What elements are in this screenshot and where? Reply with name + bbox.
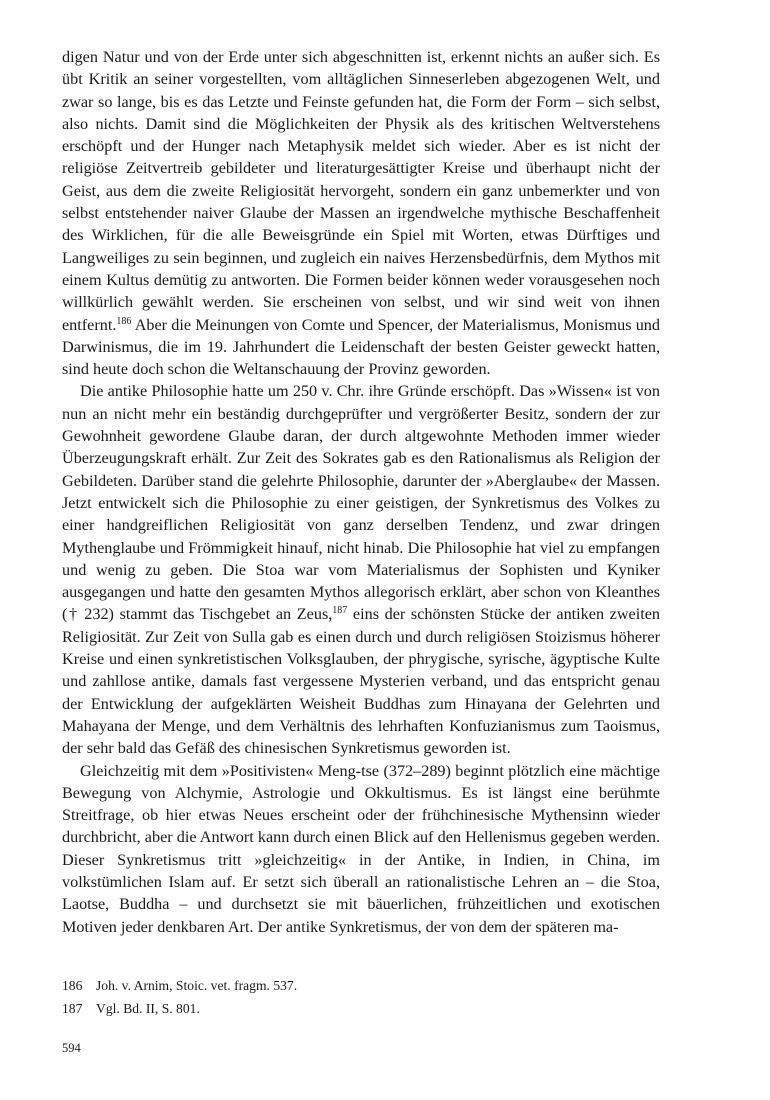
footnote-186: [62, 974, 660, 997]
paragraph-1: [62, 46, 660, 380]
paragraph-2: [62, 380, 660, 759]
footnote-number: 186: [62, 978, 83, 993]
footnote-187: [62, 997, 660, 1020]
footnote-text: Vgl. Bd. II, S. 801.: [96, 1001, 200, 1016]
paragraph-1-text-b: Aber die Meinungen von Comte und Spencer, der Materialismus, Monismus und Darwinismus, die im 19. Jahrhundert die Leidenschaft der besten Geister geweckt hatten, sind heute doch schon die Weltanschauung der Provinz geworden.: [62, 315, 660, 379]
footnotes: [62, 974, 660, 1020]
page-number: 594: [62, 1041, 81, 1055]
paragraph-3-text: Gleichzeitig mit dem »Positivisten« Meng-tse (372–289) beginnt plötzlich eine mächtige Bewegung von Alchymie, Astrologie und Okkultismus. Es ist längst eine berühmte Streitfrage, ob hier etwas Neues erscheint oder der frühchinesische Mythensinn wieder durchbricht, aber die Antwort kann durch einen Blick auf den Hellenismus gegeben werden. Dieser Synkretismus tritt »gleichzeitig« in der Antike, in Indien, in China, im volkstümlichen Islam auf. Er setzt sich überall an rationalistische Lehren an – die Stoa, Laotse, Buddha – und durchsetzt sie mit bäuerlichen, frühzeitlichen und exotischen Motiven jeder denkbaren Art. Der antike Synkretismus, der von dem der späteren ma-: [62, 761, 660, 936]
paragraph-2-text-b: eins der schönsten Stücke der antiken zweiten Religiosität. Zur Zeit von Sulla gab es einen durch und durch religiösen Stoizismus höherer Kreise und einen synkretistischen Volksglauben, der phrygische, syrische, ägyptische Kulte und zahllose antike, damals fast vergessene Mysterien verband, und das entspricht genau der Entwicklung der aufgeklärten Weisheit Buddhas zum Hinayana der Gelehrten und Mahayana der Menge, und dem Verhältnis des lehrhaften Konfuzianismus zum Taoismus, der sehr bald das Gefäß des chinesischen Synkretismus geworden ist.: [62, 605, 660, 758]
footnote-ref-187[interactable]: 187: [332, 605, 348, 617]
footnote-ref-186[interactable]: 186: [116, 315, 132, 327]
paragraph-3: [62, 760, 660, 938]
paragraph-2-text-a: Die antike Philosophie hatte um 250 v. Chr. ihre Gründe erschöpft. Das »Wissen« ist von nun an nicht mehr ein beständig durchgeprüfter und vergrößerter Besitz, sondern der zur Gewohnheit gewordene Glaube daran, der durch altgewohnte Methoden immer wieder Überzeugungskraft erhält. Zur Zeit des Sokrates gab es den Rationalismus als Religion der Gebildeten. Darüber stand die gelehrte Philosophie, darunter der »Aberglaube« der Massen. Jetzt entwickelt sich die Philosophie zu einer geistigen, der Synkretismus des Volkes zu einer handgreiflichen Religiosität von ganz derselben Tendenz, und zwar dringen Mythenglaube und Frömmigkeit hinauf, nicht hinab. Die Philosophie hat viel zu empfangen und wenig zu geben. Die Stoa war vom Materialismus der Sophisten und Kyniker ausgegangen und hatte den gesamten Mythos allegorisch erklärt, aber schon von Kleanthes († 232) stammt das Tischgebet an Zeus,: [62, 382, 660, 624]
footnote-text: Joh. v. Arnim, Stoic. vet. fragm. 537.: [96, 978, 298, 993]
footnote-number: 187: [62, 1001, 83, 1016]
paragraph-1-text-a: digen Natur und von der Erde unter sich abgeschnitten ist, erkennt nichts an außer sich. Es übt Kritik an seiner vorgestellten, vom alltäglichen Sinneserleben abgezogenen Welt, und zwar so lange, bis es das Letzte und Feinste gefunden hat, die Form der Form – sich selbst, also nichts. Damit sind die Möglichkeiten der Physik als des kritischen Weltverstehens erschöpft und der Hunger nach Metaphysik meldet sich wieder. Aber es ist nicht der religiöse Zeitvertreib gebildeter und literaturgesättigter Kreise und überhaupt nicht der Geist, aus dem die zweite Religiosität hervorgeht, sondern ein ganz unbemerkter und von selbst entstehender naiver Glaube der Massen an irgendwelche mythische Beschaffenheit des Wirklichen, für die alle Beweisgründe ein Spiel mit Worten, etwas Dürftiges und Langweiliges zu sein beginnen, und zugleich ein naives Herzensbedürfnis, dem Mythos mit einem Kultus demütig zu antworten. Die Formen beider können weder vorausgesehen noch willkürlich gewählt werden. Sie erscheinen von selbst, und wir sind weit von ihnen entfernt.: [62, 48, 660, 334]
main-text: [62, 46, 660, 938]
